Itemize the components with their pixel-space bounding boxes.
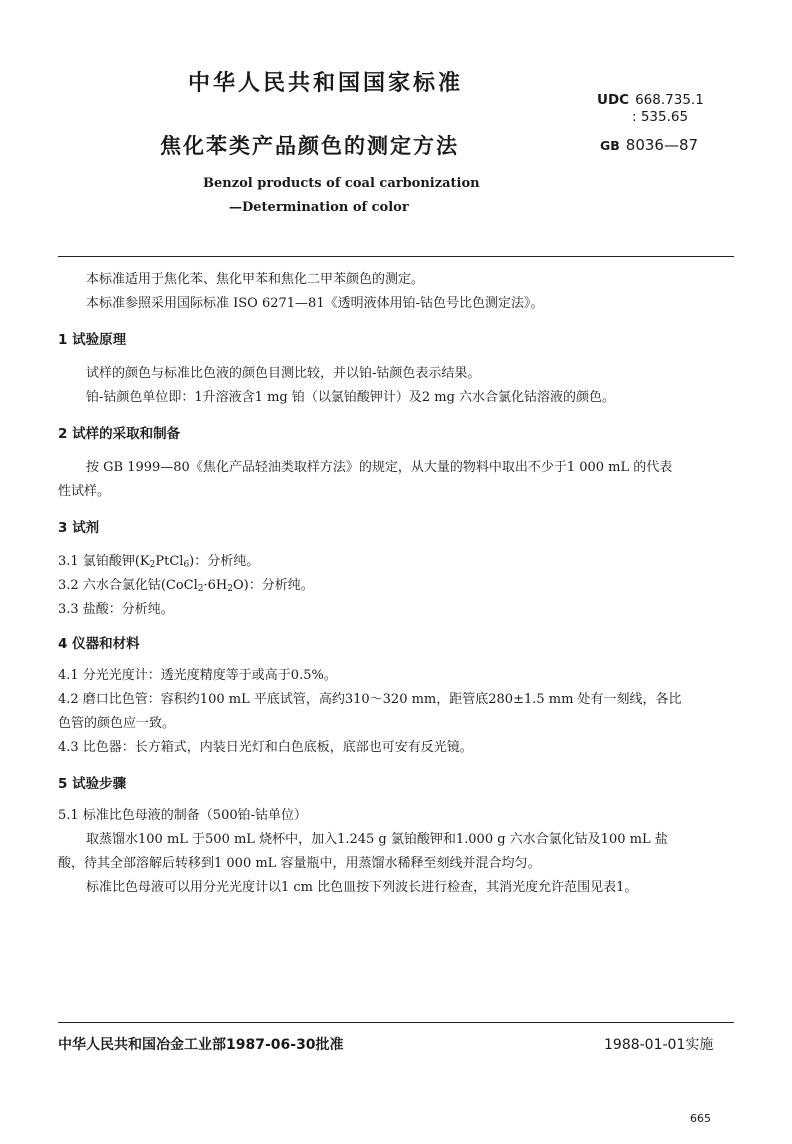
formula-subscript: 6: [183, 560, 190, 570]
section-1-para-1: 试样的颜色与标准比色液的颜色目测比较，并以铂-钴颜色表示结果。: [86, 366, 481, 381]
section-3-item-1: [58, 550, 736, 577]
section-4-item-2-line2: 色管的颜色应一致。: [58, 716, 176, 731]
item-number: 3.1: [58, 554, 79, 569]
section-4-heading: 4 仪器和材料: [58, 636, 140, 652]
section-5-para-1-line1: 取蒸馏水100 mL 于500 mL 烧杯中，加入1.245 g 氯铂酸钾和1.000 g 六水合氯化钴及100 mL 盐: [86, 832, 668, 847]
section-5-item-1: 5.1 标准比色母液的制备（500铂-钴单位）: [58, 808, 308, 823]
formula-part: PtCl: [155, 554, 184, 569]
formula-subscript: 2: [149, 560, 156, 570]
intro-scope: 本标准适用于焦化苯、焦化甲苯和焦化二甲苯颜色的测定。: [86, 272, 425, 287]
formula-part: 氯铂酸钾(K: [82, 554, 150, 569]
section-1-para-2: 铂-钴颜色单位即：1升溶液含1 mg 铂（以氯铂酸钾计）及2 mg 六水合氯化钴溶液的颜色。: [86, 390, 616, 405]
udc-code: [597, 92, 704, 108]
section-5-para-2: 标准比色母液可以用分光光度计以1 cm 比色皿按下列波长进行检查，其消光度允许范围见表1。: [86, 880, 638, 895]
standard-title: 中华人民共和国国家标准: [188, 71, 464, 96]
intro-reference: 本标准参照采用国际标准 ISO 6271—81《透明液体用铂-钴色号比色测定法》。: [86, 296, 544, 311]
gb-label: GB: [600, 138, 620, 153]
footer-rule: [58, 1022, 734, 1023]
english-title-line1: Benzol products of coal carbonization: [203, 176, 480, 191]
formula-part: 六水合氯化钴(CoCl: [82, 578, 198, 593]
section-3-heading: 3 试剂: [58, 520, 100, 536]
section-4-item-2-line1: 4.2 磨口比色管：容积约100 mL 平底试管，高约310～320 mm，距管底280±1.5 mm 处有一刻线，各比: [58, 692, 682, 707]
section-4-item-1: 4.1 分光光度计：透光度精度等于或高于0.5%。: [58, 668, 337, 683]
udc-label: UDC: [597, 92, 630, 108]
formula-part: O)：分析纯。: [233, 578, 314, 593]
section-3-item-3: 3.3 盐酸：分析纯。: [58, 602, 174, 617]
header-rule: [58, 256, 734, 257]
formula-subscript: 2: [227, 584, 233, 594]
formula-subscript: 2: [197, 584, 204, 594]
section-3-item-2: [58, 574, 736, 601]
english-title-line2: —Determination of color: [229, 200, 409, 215]
item-number: 3.2: [58, 578, 79, 593]
implementation-date: 1988-01-01实施: [604, 1037, 714, 1053]
page-number: 665: [690, 1112, 711, 1125]
document-title: 焦化苯类产品颜色的测定方法: [160, 134, 459, 158]
formula-part: ·6H: [203, 578, 228, 593]
section-1-heading: 1 试验原理: [58, 332, 127, 348]
section-4-item-3: 4.3 比色器：长方箱式，内装日光灯和白色底板，底部也可安有反光镜。: [58, 740, 473, 755]
gb-number: [600, 136, 698, 154]
section-5-para-1-line2: 酸，待其全部溶解后转移到1 000 mL 容量瓶中，用蒸馏水稀释至刻线并混合均匀。: [58, 856, 541, 871]
section-5-heading: 5 试验步骤: [58, 776, 127, 792]
section-2-para-line1: 按 GB 1999—80《焦化产品轻油类取样方法》的规定，从大量的物料中取出不少于1 000 mL 的代表: [86, 460, 673, 475]
section-2-para-line2: 性试样。: [58, 484, 111, 499]
udc-code-secondary: : 535.65: [632, 109, 689, 125]
formula-part: )：分析纯。: [189, 554, 260, 569]
udc-value: 668.735.1: [635, 92, 704, 108]
section-2-heading: 2 试样的采取和制备: [58, 426, 181, 442]
approval-date: 中华人民共和国冶金工业部1987-06-30批准: [58, 1037, 344, 1053]
gb-value: 8036—87: [625, 136, 699, 154]
